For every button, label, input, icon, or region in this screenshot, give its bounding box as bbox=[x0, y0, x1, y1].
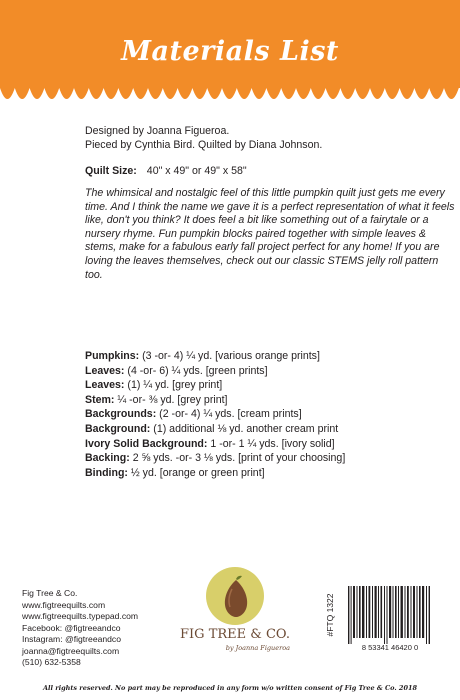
fig-icon bbox=[218, 575, 254, 619]
contact-info bbox=[22, 588, 138, 669]
company-name: Fig Tree & Co. bbox=[22, 588, 78, 598]
material-item bbox=[85, 378, 345, 393]
scallop-edge bbox=[0, 88, 460, 100]
material-label: Stem: bbox=[85, 393, 115, 406]
material-item bbox=[85, 422, 345, 437]
material-label: Binding: bbox=[85, 466, 128, 479]
material-text: ½ yd. [orange or green print] bbox=[127, 466, 265, 479]
quilt-size bbox=[85, 165, 247, 177]
copyright-notice: All rights reserved. No part may be reproduced in any form w/o written consent of Fig Tree & Co. 2018 bbox=[42, 684, 418, 692]
material-item bbox=[85, 349, 345, 364]
material-label: Leaves: bbox=[85, 364, 125, 377]
material-text: 2 ⅝ yds. -or- 3 ⅛ yds. [print of your choosing] bbox=[129, 452, 346, 465]
credits bbox=[85, 124, 322, 152]
phone-number: (510) 632-5358 bbox=[22, 657, 81, 667]
fig-tree-logo bbox=[180, 567, 290, 677]
piecing-credit: Pieced by Cynthia Bird. Quilted by Diana Johnson. bbox=[85, 139, 323, 151]
instagram-handle: Instagram: @figtreeandco bbox=[22, 634, 122, 644]
material-text: (1) additional ⅛ yd. another cream print bbox=[150, 422, 339, 435]
material-item bbox=[85, 451, 345, 466]
material-label: Leaves: bbox=[85, 379, 125, 392]
barcode bbox=[342, 586, 438, 652]
material-text: (3 -or- 4) ¼ yd. [various orange prints] bbox=[139, 350, 320, 362]
facebook-handle: Facebook: @figtreeandco bbox=[22, 622, 121, 633]
material-text: ¼ -or- ⅜ yd. [grey print] bbox=[114, 393, 228, 406]
material-text: (2 -or- 4) ¼ yds. [cream prints] bbox=[156, 408, 302, 421]
barcode-number: 8 53341 46420 0 bbox=[361, 643, 419, 652]
material-label: Backgrounds: bbox=[85, 408, 157, 421]
page-title: Materials List bbox=[121, 36, 339, 67]
designer-credit: Designed by Joanna Figueroa. bbox=[85, 125, 230, 137]
material-label: Backing: bbox=[85, 452, 130, 465]
material-text: 1 -or- 1 ¼ yds. [ivory solid] bbox=[207, 437, 335, 450]
brand-signature: by Joanna Figueroa bbox=[225, 644, 290, 652]
brand-name: FIG TREE & CO. bbox=[180, 627, 290, 642]
description-paragraph: The whimsical and nostalgic feel of this little pumpkin quilt just gets me every time. And I think the name we gave it is a perfect representation of what it feels like, don't you think? It does feel a bit like something out of a fairytale or a nursery rhyme. Fun pumpkin blocks paired together with simple leaves & stems, make for a fabulous early fall project perfect for any home! If you are loving the leaves themselves, check out our classic STEMS jelly roll pattern too. bbox=[85, 187, 455, 281]
email-link[interactable]: joanna@figtreequilts.com bbox=[22, 645, 120, 656]
material-item bbox=[85, 393, 345, 408]
blog-link[interactable]: www.figtreequilts.typepad.com bbox=[22, 611, 139, 621]
material-item bbox=[85, 364, 345, 379]
material-item bbox=[85, 407, 345, 422]
materials-list bbox=[85, 349, 345, 480]
material-label: Ivory Solid Background: bbox=[85, 437, 208, 450]
website-link[interactable]: www.figtreequilts.com bbox=[22, 599, 106, 610]
sku-label: #FTQ 1322 bbox=[325, 593, 335, 637]
material-item bbox=[85, 437, 345, 452]
material-text: (4 -or- 6) ¼ yds. [green prints] bbox=[124, 364, 268, 377]
quilt-size-value: 40" x 49" or 49" x 58" bbox=[146, 165, 247, 177]
material-item bbox=[85, 466, 345, 481]
quilt-size-label: Quilt Size: bbox=[85, 165, 137, 177]
material-text: (1) ¼ yd. [grey print] bbox=[124, 379, 223, 392]
material-label: Pumpkins: bbox=[85, 350, 140, 362]
material-label: Background: bbox=[85, 422, 151, 435]
